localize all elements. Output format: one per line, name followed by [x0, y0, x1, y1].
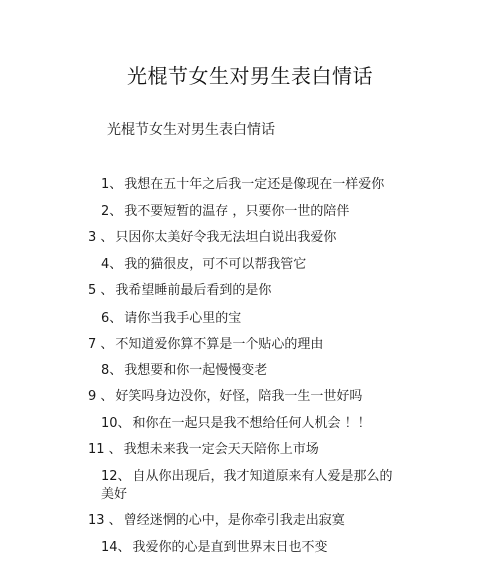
list-item-6 — [101, 310, 241, 328]
item-number: 2、 — [101, 204, 123, 219]
item-number: 1、 — [101, 177, 123, 192]
list-item-12 — [101, 468, 393, 486]
item-number: 6、 — [101, 311, 123, 326]
list-item-14 — [101, 539, 328, 557]
list-item-5 — [88, 282, 271, 300]
item-text: 只因你太美好令我无法坦白说出我爱你 — [115, 230, 337, 245]
item-text: 我爱你的心是直到世界末日也不变 — [132, 540, 328, 555]
list-item-11 — [88, 441, 319, 459]
item-number: 14、 — [101, 540, 131, 555]
item-number: 8、 — [101, 363, 123, 378]
item-text: 和你在一起只是我不想给任何人机会 ！！ — [132, 416, 371, 431]
list-item-3 — [88, 229, 336, 247]
item-number: 3 、 — [88, 230, 114, 245]
list-item-7 — [88, 336, 323, 354]
item-number: 7 、 — [88, 337, 114, 352]
list-item-4 — [101, 256, 306, 274]
item-number: 4、 — [101, 257, 123, 272]
item-number: 11 、 — [88, 442, 122, 457]
item-number: 10、 — [101, 416, 131, 431]
list-item-10 — [101, 415, 371, 433]
item-number: 5 、 — [88, 283, 114, 298]
item-text: 我想未来我一定会天天陪你上市场 — [123, 442, 319, 457]
item-text-continuation: 美好 — [101, 487, 128, 502]
list-item-13 — [88, 512, 345, 530]
item-text: 我想在五十年之后我一定还是像现在一样爱你 — [124, 177, 385, 192]
list-item-8 — [101, 362, 267, 380]
item-number: 9 、 — [88, 389, 114, 404]
list-item-12-continuation — [101, 486, 127, 504]
list-item-9 — [88, 388, 362, 406]
item-text: 我的猫很皮，可不可以帮我管它 — [124, 257, 307, 272]
list-item-2 — [101, 203, 349, 221]
item-text: 请你当我手心里的宝 — [124, 311, 242, 326]
item-text: 我不要短暂的温存 ，只要你一世的陪伴 — [124, 204, 350, 219]
item-text: 我希望睡前最后看到的是你 — [115, 283, 272, 298]
list-item-1 — [101, 176, 384, 194]
document-title: 光棍节女生对男生表白情话 — [127, 64, 373, 88]
document-subtitle: 光棍节女生对男生表白情话 — [107, 122, 275, 138]
item-text: 曾经迷惘的心中，是你牵引我走出寂寞 — [123, 513, 345, 528]
item-number: 13 、 — [88, 513, 122, 528]
item-text: 我想要和你一起慢慢变老 — [124, 363, 268, 378]
item-number: 12、 — [101, 469, 131, 484]
item-text: 不知道爱你算不算是一个贴心的理由 — [115, 337, 324, 352]
item-text: 自从你出现后，我才知道原来有人爱是那么的 — [132, 469, 393, 484]
item-text: 好笑吗身边没你，好怪，陪我一生一世好吗 — [115, 389, 363, 404]
